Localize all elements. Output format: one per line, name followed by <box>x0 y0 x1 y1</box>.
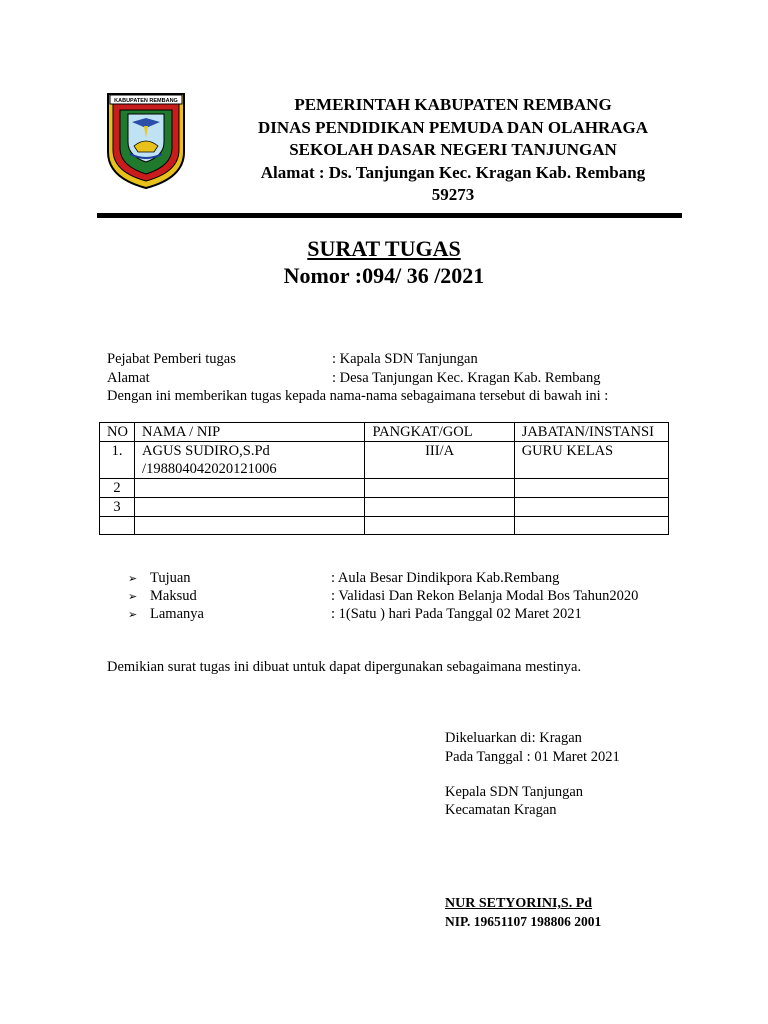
arrow-bullet-icon: ➢ <box>128 609 138 621</box>
letterhead-government: PEMERINTAH KABUPATEN REMBANG <box>294 95 612 114</box>
detail-value: : 1(Satu ) hari Pada Tanggal 02 Maret 2021 <box>331 606 582 622</box>
arrow-bullet-icon: ➢ <box>128 591 138 603</box>
detail-label: Lamanya <box>150 606 204 622</box>
alamat-label: Alamat <box>107 370 150 386</box>
detail-value: : Aula Besar Dindikpora Kab.Rembang <box>331 570 560 586</box>
table-row <box>100 498 669 517</box>
detail-value: : Validasi Dan Rekon Belanja Modal Bos Tahun2020 <box>331 588 639 604</box>
row-jabatan: GURU KELAS <box>514 442 668 479</box>
document-number: Nomor :094/ 36 /2021 <box>283 263 485 288</box>
letterhead-school: SEKOLAH DASAR NEGERI TANJUNGAN <box>289 140 617 159</box>
table-row <box>100 517 669 535</box>
regency-emblem-logo <box>106 92 186 190</box>
row-gol <box>365 517 514 535</box>
closing-statement: Demikian surat tugas ini dibuat untuk dapat dipergunakan sebagaimana mestinya. <box>107 659 582 675</box>
letterhead-postal-code: 59273 <box>431 185 475 204</box>
detail-lamanya <box>128 605 204 624</box>
row-nip: /198804042020121006 <box>142 461 277 477</box>
table-row <box>100 442 669 479</box>
row-jabatan <box>514 479 668 498</box>
document-title: SURAT TUGAS <box>307 236 461 261</box>
header-name-nip: NAMA / NIP <box>135 423 365 442</box>
row-no <box>100 517 135 535</box>
issued-date: Pada Tanggal : 01 Maret 2021 <box>445 749 620 765</box>
signer-position: Kepala SDN Tanjungan <box>445 784 584 800</box>
assignee-table <box>99 422 669 535</box>
row-no: 3 <box>100 498 135 517</box>
letterhead-department: DINAS PENDIDIKAN PEMUDA DAN OLAHRAGA <box>257 117 649 137</box>
arrow-bullet-icon: ➢ <box>128 573 138 585</box>
row-name <box>135 479 365 498</box>
row-name <box>135 517 365 535</box>
letterhead <box>230 94 676 207</box>
pejabat-label: Pejabat Pemberi tugas <box>107 351 236 367</box>
row-name-nip <box>135 442 365 479</box>
signer-district: Kecamatan Kragan <box>445 802 557 818</box>
row-gol <box>365 479 514 498</box>
signer-nip: NIP. 19651107 198806 2001 <box>445 914 602 929</box>
header-pangkat-gol: PANGKAT/GOL <box>365 423 514 442</box>
signer-name: NUR SETYORINI,S. Pd <box>445 896 593 911</box>
pejabat-value: : Kapala SDN Tanjungan <box>332 351 478 367</box>
row-name: AGUS SUDIRO,S.Pd <box>142 443 270 459</box>
row-jabatan <box>514 498 668 517</box>
detail-tujuan <box>128 569 191 588</box>
letterhead-divider <box>97 213 682 218</box>
header-no: NO <box>100 423 135 442</box>
assignment-statement: Dengan ini memberikan tugas kepada nama-nama sebagaimana tersebut di bawah ini : <box>107 388 609 404</box>
detail-maksud <box>128 587 197 606</box>
detail-label: Maksud <box>150 588 197 604</box>
row-jabatan <box>514 517 668 535</box>
row-no: 1. <box>100 442 135 479</box>
row-gol <box>365 498 514 517</box>
table-row <box>100 479 669 498</box>
logo-label: KABUPATEN REMBANG <box>114 98 178 104</box>
alamat-value: : Desa Tanjungan Kec. Kragan Kab. Rembang <box>332 370 601 386</box>
row-no: 2 <box>100 479 135 498</box>
header-jabatan-instansi: JABATAN/INSTANSI <box>514 423 668 442</box>
detail-label: Tujuan <box>150 570 191 586</box>
row-name <box>135 498 365 517</box>
issued-at: Dikeluarkan di: Kragan <box>445 730 582 746</box>
letterhead-address: Alamat : Ds. Tanjungan Kec. Kragan Kab. Rembang <box>260 162 646 182</box>
row-gol: III/A <box>365 442 514 479</box>
table-header-row <box>100 423 669 442</box>
